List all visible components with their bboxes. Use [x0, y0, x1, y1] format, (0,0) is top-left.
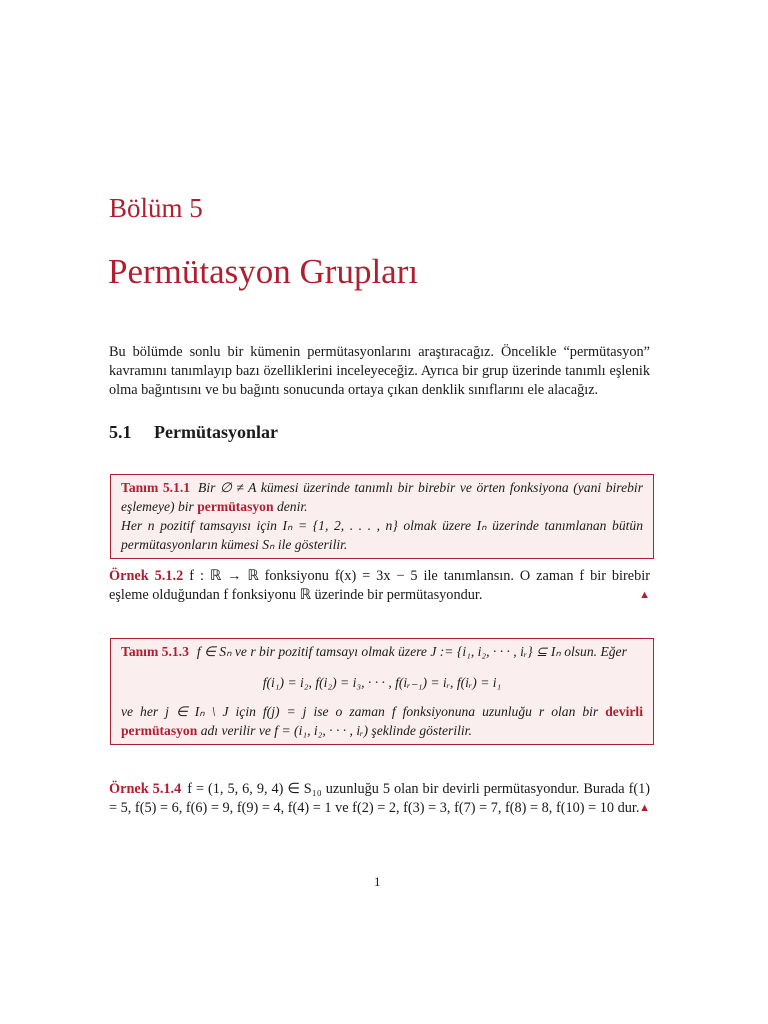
example-label: Örnek 5.1.2: [109, 568, 184, 584]
definition-term: permütasyon: [197, 499, 274, 514]
chapter-title: Permütasyon Grupları: [108, 252, 419, 291]
definition-box: [110, 474, 654, 559]
example-paragraph: [109, 567, 650, 605]
definition-text: Bir ∅ ≠ A kümesi üzerinde tanımlı bir birebir ve örten fonksiyona (yani birebir eşlemeye) bir: [121, 480, 643, 514]
section-heading: [109, 422, 278, 443]
definition-text: f ∈ Sₙ ve r bir pozitif tamsayı olmak üzere J := {i₁, i₂, · · · , iᵣ} ⊆ Iₙ olsun. Eğer: [196, 644, 627, 659]
definition-label: Tanım 5.1.3: [121, 644, 189, 659]
end-of-example-icon: ▲: [639, 589, 650, 601]
definition-text: Her n pozitif tamsayısı için Iₙ = {1, 2, . . . , n} olmak üzere Iₙ üzerinde tanımlanan bütün permütasyonların kümesi Sₙ ile gösterilir.: [121, 518, 643, 552]
chapter-number: Bölüm 5: [109, 193, 203, 223]
example-paragraph: [109, 780, 650, 818]
cycle-equation: f(i₁) = i₂, f(i₂) = i₃, · · · , f(iᵣ₋₁) = iᵣ, f(iᵣ) = i₁: [262, 675, 502, 690]
definition-text: ve her j ∈ Iₙ \ J için f(j) = j ise o zaman f fonksiyonuna uzunluğu r olan bir: [121, 704, 599, 719]
definition-text: adı verilir ve f = (i₁, i₂, · · · , iᵣ) şeklinde gösterilir.: [200, 723, 472, 738]
page-number: 1: [374, 874, 381, 889]
definition-term: devirli permütasyon: [121, 704, 643, 738]
definition-label: Tanım 5.1.1: [121, 480, 191, 495]
section-title: Permütasyonlar: [154, 422, 278, 442]
definition-text: denir.: [276, 499, 308, 514]
definition-box: [110, 638, 654, 745]
intro-paragraph: Bu bölümde sonlu bir kümenin permütasyonlarını araştıracağız. Öncelikle “permütasyon” kavramını tanımlayıp bazı özelliklerini inceleyeceğiz. Ayrıca bir grup üzerinde tanımlı eşlenik olma bağıntısını ve bu bağıntı sonucunda ortaya çıkan denklik sınıflarını ele alacağız.: [109, 344, 650, 398]
example-text: f = (1, 5, 6, 9, 4) ∈ S₁₀ uzunluğu 5 olan bir devirli permütasyondur. Burada f(1) = 5, f(5) = 6, f(6) = 9, f(9) = 4, f(4) = 1 ve f(2) = 2, f(3) = 3, f(7) = 7, f(8) = 8, f(10) = 10 dur.: [109, 781, 651, 816]
example-label: Örnek 5.1.4: [109, 781, 182, 797]
section-number: 5.1: [109, 422, 132, 442]
end-of-example-icon: ▲: [639, 802, 650, 814]
example-text: f : ℝ → ℝ fonksiyonu f(x) = 3x − 5 ile tanımlansın. O zaman f bir birebir eşleme olduğundan f fonksiyonu ℝ üzerinde bir permütasyondur.: [109, 568, 651, 603]
